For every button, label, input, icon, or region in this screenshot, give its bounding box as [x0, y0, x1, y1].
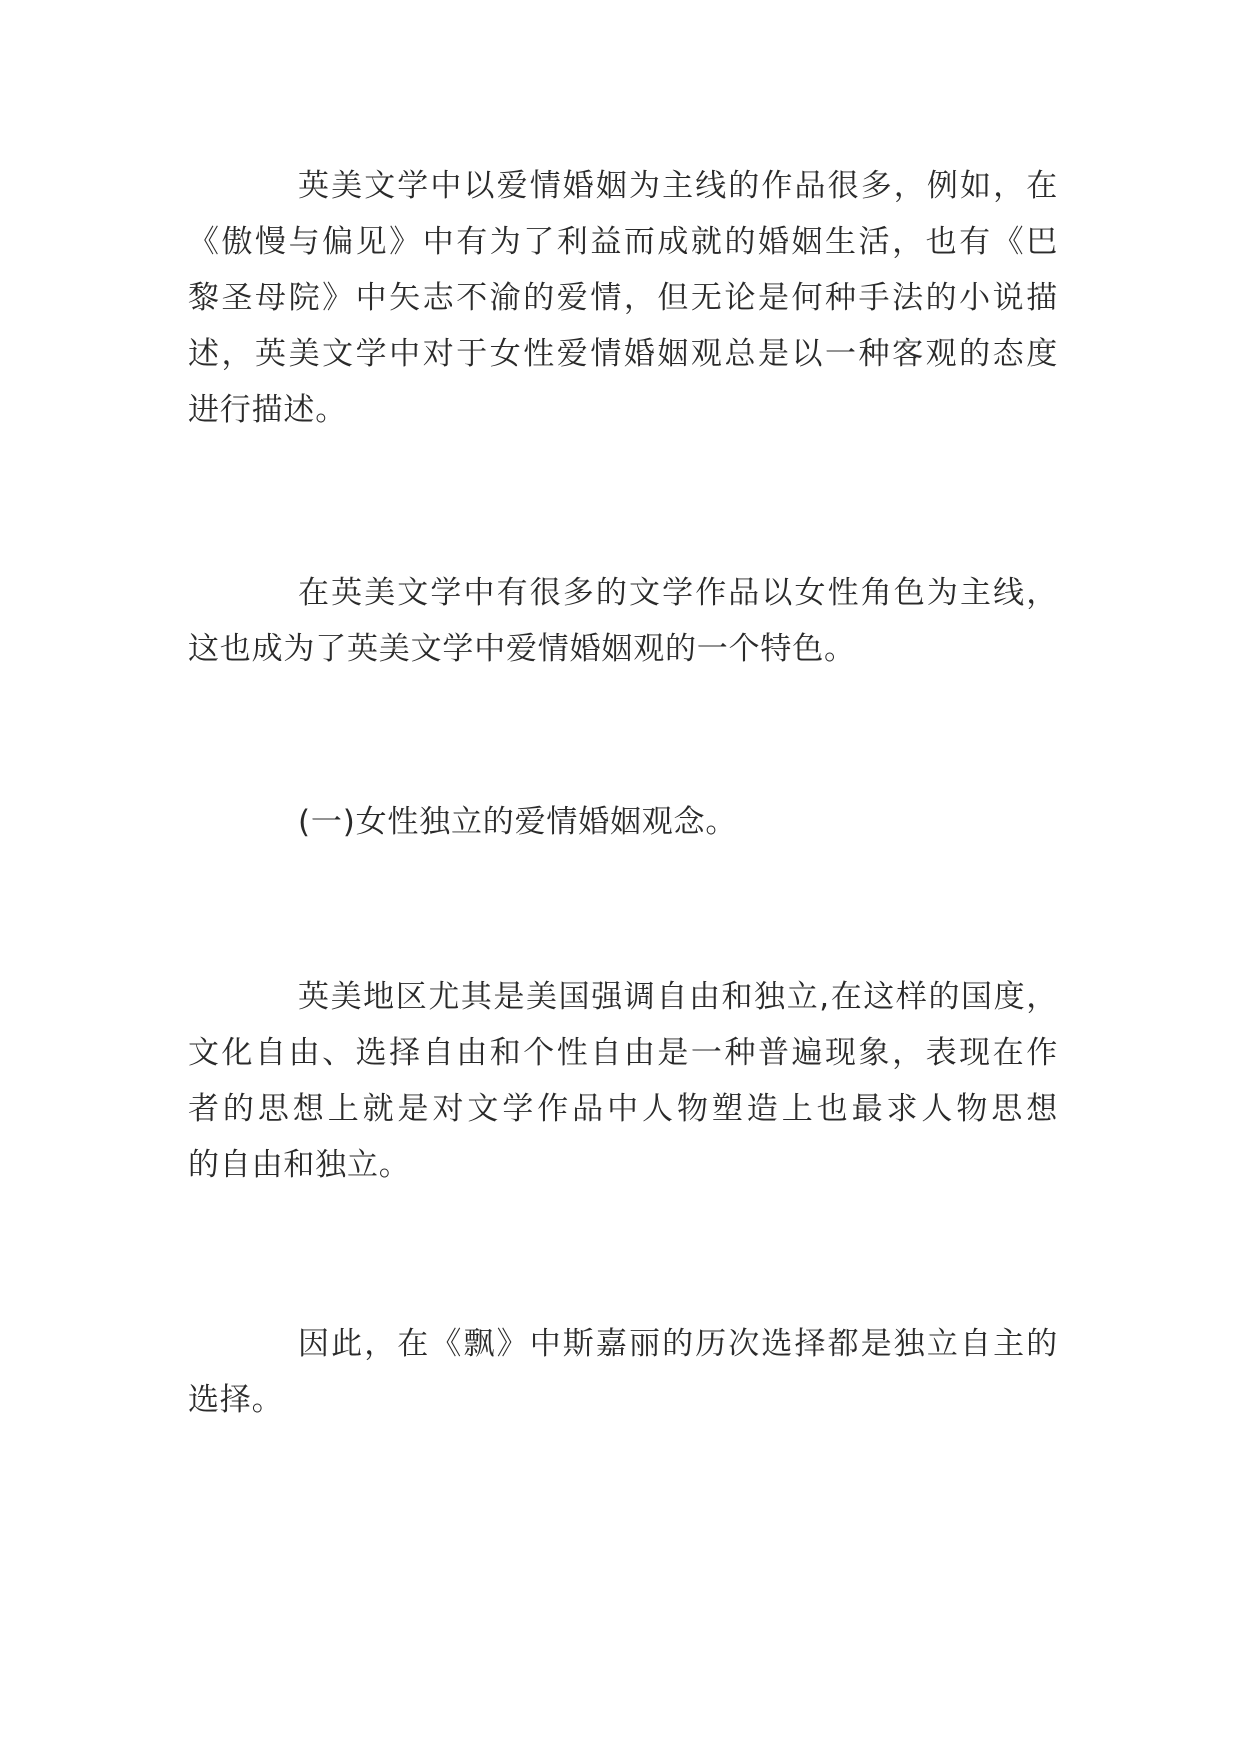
paragraph-line: 者的思想上就是对文学作品中人物塑造上也最求人物思想 [188, 1091, 1058, 1127]
paragraph-line: 英美文学中以爱情婚姻为主线的作品很多，例如，在 [298, 168, 1058, 204]
paragraph-line: 这也成为了英美文学中爱情婚姻观的一个特色。 [188, 631, 856, 667]
paragraph-line: 英美地区尤其是美国强调自由和独立,在这样的国度， [298, 979, 1058, 1015]
paragraph-line: 述，英美文学中对于女性爱情婚姻观总是以一种客观的态度 [188, 336, 1058, 372]
paragraph-line: 的自由和独立。 [188, 1147, 411, 1183]
paragraph-line: 《傲慢与偏见》中有为了利益而成就的婚姻生活，也有《巴 [188, 224, 1058, 260]
section-heading-text: (一)女性独立的爱情婚姻观念。 [298, 804, 738, 840]
paragraph-line: 在英美文学中有很多的文学作品以女性角色为主线， [298, 575, 1058, 611]
paragraph-line: 进行描述。 [188, 392, 347, 428]
paragraph-line: 黎圣母院》中矢志不渝的爱情，但无论是何种手法的小说描 [188, 280, 1058, 316]
paragraph-line: 文化自由、选择自由和个性自由是一种普遍现象，表现在作 [188, 1035, 1058, 1071]
paragraph-line: 因此，在《飘》中斯嘉丽的历次选择都是独立自主的 [298, 1326, 1058, 1362]
paragraph-line: 选择。 [188, 1382, 284, 1418]
